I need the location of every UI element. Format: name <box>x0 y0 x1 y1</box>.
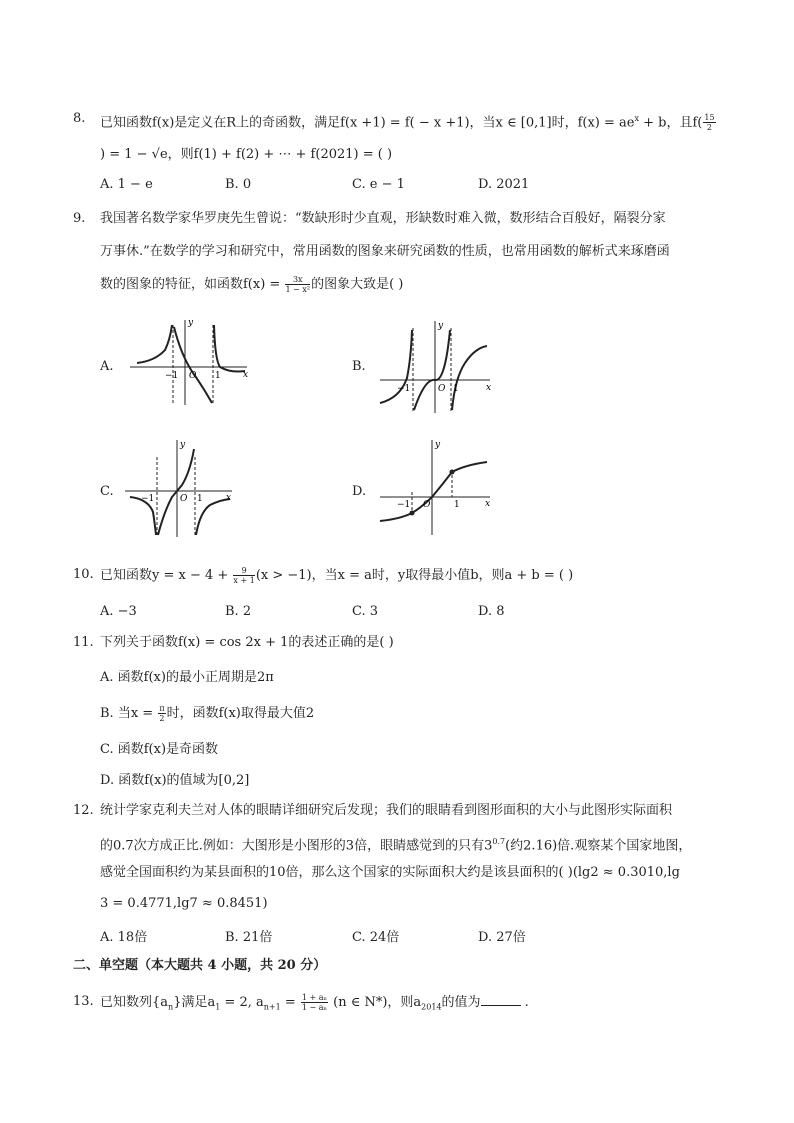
fraction: $\frac{9}{x + 1}$ <box>233 566 255 585</box>
question-stem-line: 已知函数f(x)是定义在R上的奇函数，满足f(x +1) = f( − x +1)，当x ∈ [0,1]时，$f(x) = ae^x + b$，且f( $\frac{15}{2}$ <box>100 113 715 133</box>
question-stem-line: 我国著名数学家华罗庚先生曾说：“数缺形时少直观，形缺数时难入微，数形结合百般好，隔裂分家 <box>100 211 666 226</box>
x-axis-label: x <box>243 370 249 380</box>
question-number: 13. <box>73 994 94 1009</box>
option-b[interactable]: B. 0 <box>225 177 252 192</box>
tick-label: 1 <box>197 494 203 504</box>
x-axis-label: x <box>226 493 232 503</box>
tick-label: 1 <box>215 371 221 381</box>
y-axis-label: y <box>438 321 444 331</box>
option-b[interactable]: B. 2 <box>225 604 252 619</box>
question-stem-line: 数的图象的特征，如函数f(x) = $\frac{3x}{\text{1 − x²}}$ 的图象大致是( ) <box>100 275 404 294</box>
origin-label: O <box>180 494 188 504</box>
tick-label: −1 <box>397 384 411 394</box>
tick-label: −1 <box>397 500 411 510</box>
question-stem-line: 的0.7次方成正比.例如：大图形是小图形的3倍，眼睛感觉到的只有$3^{0.7}$(约2.16)倍.观察某个国家地图， <box>100 837 692 854</box>
option-a[interactable]: A. −3 <box>100 604 137 619</box>
x-axis-label: x <box>485 499 491 509</box>
option-b[interactable]: B. 当x = $\frac{\pi}{2}$ 时，函数f(x)取得最大值2 <box>100 704 315 723</box>
question-stem-line: 3 = 0.4771,lg7 ≈ 0.8451) <box>100 896 268 911</box>
x-axis-label: x <box>486 383 492 393</box>
question-stem-line: 已知数列$\{a_n\}$满足$a_1 = 2$, $a_{n+1}$ = $\frac{\text{1 + aₙ}}{\text{1 − aₙ}}$ (n ∈ N*)，则$a_{2014}$的值为 . <box>100 993 529 1012</box>
fraction: $\frac{\text{1 + aₙ}}{\text{1 − aₙ}}$ <box>301 993 327 1012</box>
y-axis-label: y <box>435 440 441 450</box>
option-c[interactable]: C. <box>100 484 114 499</box>
question-number: 10. <box>73 567 94 582</box>
question-stem-line: 下列关于函数f(x) = cos 2x + 1的表述正确的是( ) <box>100 635 394 650</box>
option-a[interactable]: A. 函数f(x)的最小正周期是2π <box>100 670 274 685</box>
question-number: 9. <box>73 211 86 226</box>
fraction: $\frac{3x}{\text{1 − x²}}$ <box>285 275 311 294</box>
option-d[interactable]: D. 2021 <box>478 177 530 192</box>
question-number: 8. <box>73 111 86 126</box>
option-c[interactable]: C. e − 1 <box>352 177 405 192</box>
graph-option-d[interactable] <box>375 437 495 537</box>
fraction: $\frac{15}{2}$ <box>704 113 715 133</box>
y-axis-label: y <box>180 440 186 450</box>
option-c[interactable]: C. 函数f(x)是奇函数 <box>100 742 219 757</box>
option-d[interactable]: D. 27倍 <box>478 930 526 945</box>
graph-option-a[interactable] <box>125 315 255 410</box>
option-d[interactable]: D. 8 <box>478 604 505 619</box>
question-stem-line: 已知函数y = x − 4 + $\frac{9}{x + 1}$ (x > −1)，当x = a时，y取得最小值b，则a + b = ( ) <box>100 566 574 585</box>
origin-label: O <box>438 384 446 394</box>
y-axis-label: y <box>188 318 194 328</box>
option-a[interactable]: A. 1 − e <box>100 177 153 192</box>
tick-label: −1 <box>165 371 179 381</box>
option-d[interactable]: D. 函数f(x)的值域为[0,2] <box>100 773 250 788</box>
option-c[interactable]: C. 24倍 <box>352 930 400 945</box>
question-stem-line: 万事休.”在数学的学习和研究中，常用函数的图象来研究函数的性质，也常用函数的解析式来琢磨函 <box>100 244 670 259</box>
question-number: 11. <box>73 635 94 650</box>
fraction: $\frac{\pi}{2}$ <box>159 704 165 723</box>
section-heading: 二、单空题（本大题共 4 小题，共 20 分） <box>73 958 327 973</box>
option-a[interactable]: A. 18倍 <box>100 930 148 945</box>
tick-label: 1 <box>453 384 459 394</box>
question-stem-line: 感觉全国面积约为某县面积的10倍，那么这个国家的实际面积大约是该县面积的( )(lg2 ≈ 0.3010,lg <box>100 865 680 880</box>
answer-blank[interactable] <box>481 993 521 1006</box>
option-c[interactable]: C. 3 <box>352 604 379 619</box>
question-stem-line: 统计学家克利夫兰对人体的眼睛详细研究后发现；我们的眼睛看到图形面积的大小与此图形实际面积 <box>100 803 673 818</box>
graph-option-c[interactable] <box>120 437 235 542</box>
option-d[interactable]: D. <box>352 484 367 499</box>
option-b[interactable]: B. 21倍 <box>225 930 273 945</box>
tick-label: 1 <box>454 500 460 510</box>
option-a[interactable]: A. <box>100 359 114 374</box>
question-number: 12. <box>73 803 94 818</box>
option-b[interactable]: B. <box>352 359 366 374</box>
graph-option-b[interactable] <box>375 318 495 418</box>
tick-label: −1 <box>141 494 155 504</box>
question-stem-line: ) = 1 − √e，则f(1) + f(2) + ⋯ + f(2021) = ( ) <box>100 147 393 162</box>
origin-label: O <box>189 371 197 381</box>
origin-label: O <box>423 500 431 510</box>
